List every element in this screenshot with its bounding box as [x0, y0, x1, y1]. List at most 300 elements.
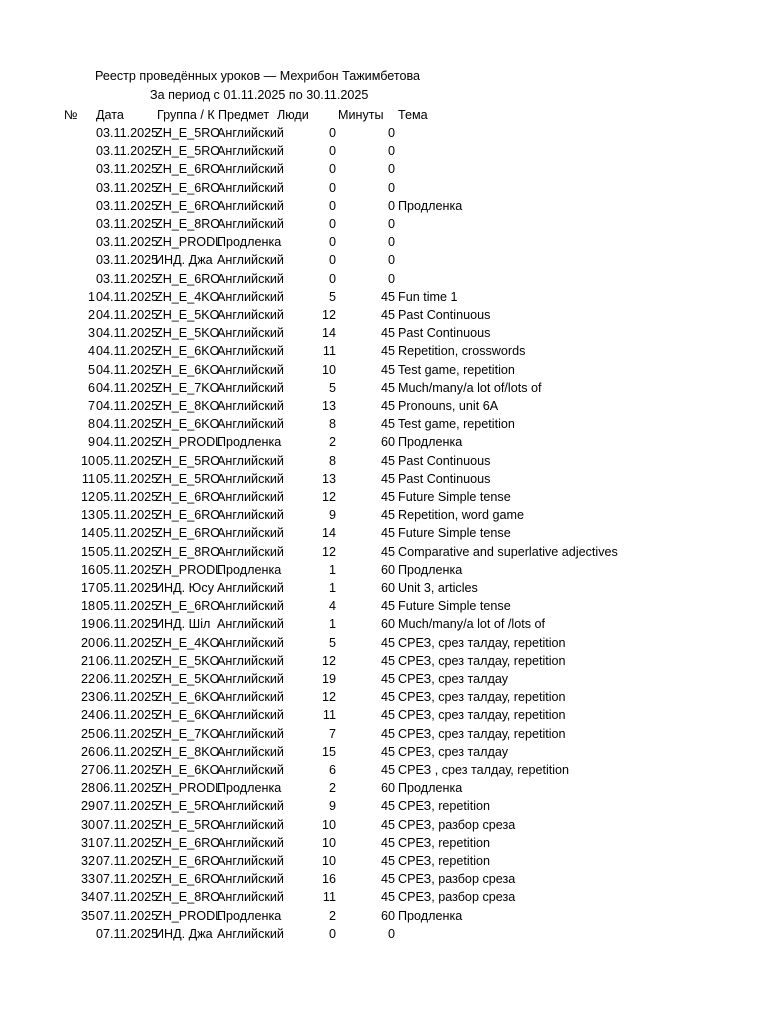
table-header-row	[0, 106, 768, 124]
row-topic: СРЕЗ, разбор среза	[398, 817, 516, 832]
row-minutes: 45	[380, 417, 395, 432]
row-group: ZH_E_5RO	[155, 144, 221, 159]
table-row	[0, 615, 768, 633]
row-people: 4	[328, 599, 336, 614]
row-people: 0	[328, 198, 336, 213]
row-group: ZH_E_5RO	[155, 126, 221, 140]
row-topic: СРЕЗ, repetition	[398, 854, 491, 868]
row-minutes: 0	[387, 198, 395, 213]
row-subject: Продленка	[217, 235, 282, 250]
row-minutes: 45	[380, 835, 395, 850]
header-minutes: Минуты	[338, 108, 384, 122]
row-date: 05.11.2025	[96, 508, 159, 523]
row-date: 07.11.2025	[96, 799, 159, 814]
row-minutes: 45	[380, 471, 395, 486]
row-topic: Test game, repetition	[398, 417, 515, 432]
row-group: ZH_E_7KO	[155, 380, 220, 395]
table-row	[0, 579, 768, 597]
row-group: ZH_E_4KO	[155, 635, 220, 650]
row-number: 31	[80, 835, 95, 850]
row-people: 10	[321, 854, 336, 868]
table-row	[0, 324, 768, 342]
row-subject: Английский	[217, 653, 284, 668]
table-row	[0, 215, 768, 233]
row-date: 06.11.2025	[96, 744, 159, 759]
row-date: 04.11.2025	[96, 435, 159, 450]
row-number: 23	[80, 690, 95, 705]
row-topic: Past Continuous	[398, 453, 491, 468]
row-topic: СРЕЗ, срез талдау	[398, 672, 509, 686]
row-people: 1	[328, 562, 336, 577]
row-minutes: 45	[380, 453, 395, 468]
row-number: 12	[80, 490, 95, 504]
row-people: 2	[328, 781, 336, 796]
row-date: 05.11.2025	[96, 471, 159, 486]
table-row	[0, 561, 768, 579]
row-number: 4	[87, 344, 95, 359]
row-date: 05.11.2025	[96, 526, 159, 541]
row-topic: СРЕЗ, repetition	[398, 799, 491, 814]
row-subject: Английский	[217, 162, 284, 177]
table-row	[0, 706, 768, 724]
row-number: 16	[80, 562, 95, 577]
row-subject: Английский	[217, 217, 284, 231]
table-row	[0, 743, 768, 761]
row-number: 33	[80, 872, 95, 887]
row-date: 03.11.2025	[96, 180, 159, 195]
row-subject: Английский	[217, 835, 284, 850]
row-minutes: 60	[380, 617, 395, 632]
row-topic: Продленка	[398, 781, 463, 796]
row-people: 11	[322, 890, 336, 905]
row-subject: Английский	[217, 890, 284, 905]
row-topic: СРЕЗ , срез талдау, repetition	[398, 763, 570, 777]
row-people: 10	[321, 835, 336, 850]
table-row	[0, 761, 768, 779]
row-number: 7	[87, 399, 95, 413]
row-people: 12	[321, 653, 336, 668]
row-topic: Much/many/a lot of /lots of	[398, 617, 545, 632]
row-subject: Английский	[217, 289, 284, 304]
row-date: 04.11.2025	[96, 289, 159, 304]
row-date: 07.11.2025	[96, 926, 159, 941]
row-group: ZH_E_6RO	[155, 180, 221, 195]
table-row	[0, 779, 768, 797]
row-topic: СРЕЗ, срез талдау, repetition	[398, 653, 566, 668]
row-subject: Английский	[217, 308, 284, 322]
row-people: 0	[328, 126, 336, 140]
row-topic: Future Simple tense	[398, 526, 511, 541]
row-topic: СРЕЗ, разбор среза	[398, 890, 516, 905]
row-topic: Test game, repetition	[398, 362, 515, 377]
row-group: ZH_E_5KO	[155, 326, 220, 341]
table-row	[0, 670, 768, 688]
row-date: 07.11.2025	[96, 854, 159, 868]
row-group: ZH_E_6RO	[155, 872, 221, 887]
row-topic: СРЕЗ, срез талдау	[398, 744, 509, 759]
row-people: 1	[328, 617, 336, 632]
row-subject: Английский	[217, 799, 284, 814]
row-group: ZH_E_6RO	[155, 835, 221, 850]
table-row	[0, 361, 768, 379]
row-number: 32	[80, 854, 95, 868]
row-group: ИНД. Джа	[155, 253, 213, 268]
row-minutes: 0	[387, 162, 395, 177]
row-people: 12	[321, 690, 336, 705]
row-topic: СРЕЗ, срез талдау, repetition	[398, 708, 566, 723]
table-row	[0, 251, 768, 269]
row-number: 9	[87, 435, 95, 450]
table-row	[0, 816, 768, 834]
row-date: 06.11.2025	[96, 653, 159, 668]
row-people: 10	[321, 817, 336, 832]
row-topic: Repetition, crosswords	[398, 344, 526, 359]
row-number: 15	[80, 544, 95, 559]
row-topic: Future Simple tense	[398, 490, 511, 504]
row-people: 2	[328, 908, 336, 923]
row-subject: Английский	[217, 453, 284, 468]
table-row	[0, 197, 768, 215]
row-subject: Английский	[217, 599, 284, 614]
table-row	[0, 925, 768, 943]
table-row	[0, 652, 768, 670]
row-people: 1	[328, 581, 336, 595]
row-group: ZH_E_5KO	[155, 308, 220, 322]
row-subject: Английский	[217, 399, 284, 413]
row-group: ZH_E_8RO	[155, 544, 221, 559]
row-minutes: 45	[380, 726, 395, 741]
row-topic: Fun time 1	[398, 289, 458, 304]
row-date: 04.11.2025	[96, 344, 159, 359]
row-subject: Английский	[217, 144, 284, 159]
row-group: ZH_E_6KO	[155, 417, 220, 432]
row-group: ZH_E_6KO	[155, 708, 220, 723]
row-topic: Past Continuous	[398, 308, 491, 322]
row-people: 9	[328, 799, 336, 814]
row-minutes: 60	[380, 562, 395, 577]
row-topic: Much/many/a lot of/lots of	[398, 380, 542, 395]
row-date: 03.11.2025	[96, 144, 159, 159]
row-minutes: 0	[387, 253, 395, 268]
table-row	[0, 415, 768, 433]
row-minutes: 45	[380, 508, 395, 523]
row-subject: Продленка	[217, 908, 282, 923]
row-minutes: 0	[387, 271, 395, 286]
row-people: 9	[328, 508, 336, 523]
row-number: 26	[80, 744, 95, 759]
row-people: 11	[322, 708, 336, 723]
table-row	[0, 397, 768, 415]
table-row	[0, 907, 768, 925]
row-subject: Английский	[217, 763, 284, 777]
row-people: 14	[321, 526, 336, 541]
row-people: 0	[328, 271, 336, 286]
row-date: 07.11.2025	[96, 872, 159, 887]
row-subject: Английский	[217, 544, 284, 559]
table-row	[0, 124, 768, 142]
row-number: 8	[87, 417, 95, 432]
row-subject: Английский	[217, 635, 284, 650]
row-topic: Продленка	[398, 562, 463, 577]
row-subject: Английский	[217, 471, 284, 486]
row-topic: СРЕЗ, срез талдау, repetition	[398, 690, 566, 705]
row-people: 5	[328, 289, 336, 304]
row-date: 05.11.2025	[96, 490, 159, 504]
row-number: 30	[80, 817, 95, 832]
row-subject: Английский	[217, 726, 284, 741]
header-group: Группа / К	[157, 108, 215, 122]
row-subject: Английский	[217, 581, 284, 595]
table-row	[0, 233, 768, 251]
row-people: 0	[328, 180, 336, 195]
row-minutes: 45	[380, 690, 395, 705]
row-topic: Unit 3, articles	[398, 581, 478, 595]
row-date: 07.11.2025	[96, 908, 159, 923]
row-minutes: 60	[380, 908, 395, 923]
row-group: ZH_E_8RO	[155, 217, 221, 231]
row-date: 05.11.2025	[96, 599, 159, 614]
row-number: 27	[80, 763, 95, 777]
row-group: ИНД. Юсу	[155, 581, 214, 595]
row-date: 07.11.2025	[96, 835, 159, 850]
row-date: 06.11.2025	[96, 617, 159, 632]
row-group: ИНД. Шіл	[155, 617, 211, 632]
row-minutes: 0	[387, 926, 395, 941]
row-date: 04.11.2025	[96, 326, 159, 341]
row-subject: Английский	[217, 126, 284, 140]
row-group: ZH_E_6RO	[155, 198, 221, 213]
row-number: 1	[87, 289, 95, 304]
row-number: 20	[80, 635, 95, 650]
row-date: 06.11.2025	[96, 781, 159, 796]
row-people: 13	[321, 399, 336, 413]
row-subject: Английский	[217, 708, 284, 723]
row-number: 2	[87, 308, 95, 322]
row-subject: Английский	[217, 926, 284, 941]
row-topic: СРЕЗ, разбор среза	[398, 872, 516, 887]
row-minutes: 45	[380, 344, 395, 359]
row-minutes: 45	[380, 289, 395, 304]
row-minutes: 45	[380, 890, 395, 905]
row-date: 04.11.2025	[96, 417, 159, 432]
row-minutes: 45	[380, 708, 395, 723]
row-minutes: 45	[380, 526, 395, 541]
row-minutes: 45	[380, 872, 395, 887]
row-minutes: 0	[387, 180, 395, 195]
row-group: ZH_E_6RO	[155, 162, 221, 177]
row-people: 8	[328, 453, 336, 468]
table-row	[0, 306, 768, 324]
row-date: 06.11.2025	[96, 708, 159, 723]
table-row	[0, 179, 768, 197]
row-minutes: 60	[380, 581, 395, 595]
row-topic: Продленка	[398, 908, 463, 923]
table-row	[0, 834, 768, 852]
row-group: ZH_E_6KO	[155, 344, 220, 359]
row-number: 22	[80, 672, 95, 686]
row-number: 13	[80, 508, 95, 523]
table-row	[0, 506, 768, 524]
row-topic: Past Continuous	[398, 326, 491, 341]
row-date: 04.11.2025	[96, 399, 159, 413]
row-minutes: 45	[380, 799, 395, 814]
row-people: 6	[328, 763, 336, 777]
row-minutes: 45	[380, 744, 395, 759]
row-group: ZH_E_6KO	[155, 763, 220, 777]
row-group: ZH_E_8KO	[155, 744, 220, 759]
row-subject: Продленка	[217, 781, 282, 796]
row-group: ZH_E_7KO	[155, 726, 220, 741]
row-subject: Английский	[217, 526, 284, 541]
row-subject: Английский	[217, 380, 284, 395]
row-number: 21	[80, 653, 95, 668]
row-subject: Продленка	[217, 435, 282, 450]
row-subject: Английский	[217, 508, 284, 523]
row-date: 06.11.2025	[96, 726, 159, 741]
row-number: 17	[80, 581, 95, 595]
row-number: 11	[81, 471, 95, 486]
row-people: 11	[322, 344, 336, 359]
row-group: ZH_E_6RO	[155, 854, 221, 868]
row-minutes: 60	[380, 781, 395, 796]
table-row	[0, 270, 768, 288]
row-number: 6	[87, 380, 95, 395]
row-date: 04.11.2025	[96, 362, 159, 377]
table-row	[0, 797, 768, 815]
table-row	[0, 288, 768, 306]
table-row	[0, 524, 768, 542]
row-subject: Английский	[217, 344, 284, 359]
row-group: ZH_PRODL	[155, 435, 223, 450]
header-people: Люди	[277, 108, 309, 122]
row-group: ZH_E_5KO	[155, 653, 220, 668]
row-subject: Английский	[217, 253, 284, 268]
row-number: 24	[80, 708, 95, 723]
row-minutes: 45	[380, 763, 395, 777]
row-minutes: 45	[380, 490, 395, 504]
header-subject: Предмет	[218, 108, 270, 122]
row-people: 0	[328, 217, 336, 231]
row-date: 03.11.2025	[96, 162, 159, 177]
row-subject: Английский	[217, 690, 284, 705]
row-date: 07.11.2025	[96, 890, 159, 905]
header-number: №	[64, 108, 78, 122]
table-row	[0, 852, 768, 870]
row-group: ZH_E_6RO	[155, 526, 221, 541]
row-people: 19	[321, 672, 336, 686]
row-minutes: 45	[380, 326, 395, 341]
row-subject: Английский	[217, 817, 284, 832]
row-people: 13	[321, 471, 336, 486]
row-group: ZH_E_6RO	[155, 490, 221, 504]
table-row	[0, 634, 768, 652]
row-date: 03.11.2025	[96, 271, 159, 286]
row-date: 03.11.2025	[96, 253, 159, 268]
row-subject: Английский	[217, 490, 284, 504]
row-group: ZH_PRODL	[155, 235, 223, 250]
table-row	[0, 543, 768, 561]
row-minutes: 45	[380, 399, 395, 413]
table-row	[0, 688, 768, 706]
row-group: ZH_E_6RO	[155, 599, 221, 614]
table-row	[0, 470, 768, 488]
header-date: Дата	[96, 108, 124, 122]
row-people: 0	[328, 162, 336, 177]
row-group: ZH_E_6RO	[155, 508, 221, 523]
row-group: ZH_E_6KO	[155, 690, 220, 705]
row-date: 03.11.2025	[96, 126, 159, 140]
report-period: За период с 01.11.2025 по 30.11.2025	[150, 88, 369, 102]
row-number: 19	[80, 617, 95, 632]
row-group: ZH_E_8RO	[155, 890, 221, 905]
row-group: ZH_E_5RO	[155, 453, 221, 468]
row-topic: СРЕЗ, срез талдау, repetition	[398, 635, 566, 650]
row-topic: Продленка	[398, 435, 463, 450]
table-row	[0, 379, 768, 397]
row-group: ZH_E_8KO	[155, 399, 220, 413]
table-row	[0, 597, 768, 615]
report-title: Реестр проведённых уроков — Мехрибон Тажимбетова	[95, 69, 421, 83]
row-number: 34	[80, 890, 95, 905]
row-group: ZH_E_5KO	[155, 672, 220, 686]
row-people: 12	[321, 544, 336, 559]
table-row	[0, 433, 768, 451]
header-topic: Тема	[398, 108, 428, 122]
row-people: 12	[321, 308, 336, 322]
row-date: 05.11.2025	[96, 581, 159, 595]
row-date: 04.11.2025	[96, 380, 159, 395]
row-topic: Pronouns, unit 6A	[398, 399, 499, 413]
row-people: 5	[328, 635, 336, 650]
row-people: 12	[321, 490, 336, 504]
row-date: 03.11.2025	[96, 235, 159, 250]
row-number: 25	[80, 726, 95, 741]
row-date: 06.11.2025	[96, 690, 159, 705]
row-minutes: 45	[380, 635, 395, 650]
row-topic: Future Simple tense	[398, 599, 511, 614]
row-topic: Comparative and superlative adjectives	[398, 544, 618, 559]
row-date: 03.11.2025	[96, 198, 159, 213]
row-number: 28	[80, 781, 95, 796]
table-row	[0, 488, 768, 506]
row-group: ZH_PRODL	[155, 908, 223, 923]
row-date: 05.11.2025	[96, 544, 159, 559]
row-number: 35	[80, 908, 95, 923]
row-date: 06.11.2025	[96, 672, 159, 686]
row-date: 05.11.2025	[96, 562, 159, 577]
row-minutes: 45	[380, 544, 395, 559]
row-number: 14	[80, 526, 95, 541]
row-minutes: 0	[387, 144, 395, 159]
row-topic: СРЕЗ, repetition	[398, 835, 491, 850]
row-minutes: 0	[387, 126, 395, 140]
row-group: ZH_E_5RO	[155, 817, 221, 832]
row-date: 07.11.2025	[96, 817, 159, 832]
row-topic: Past Continuous	[398, 471, 491, 486]
table-row	[0, 725, 768, 743]
row-date: 05.11.2025	[96, 453, 159, 468]
row-people: 15	[321, 744, 336, 759]
table-row	[0, 452, 768, 470]
row-minutes: 0	[387, 217, 395, 231]
row-subject: Английский	[217, 744, 284, 759]
row-subject: Английский	[217, 180, 284, 195]
table-row	[0, 888, 768, 906]
row-minutes: 45	[380, 817, 395, 832]
row-number: 10	[80, 453, 95, 468]
row-group: ZH_PRODL	[155, 781, 223, 796]
row-number: 18	[80, 599, 95, 614]
